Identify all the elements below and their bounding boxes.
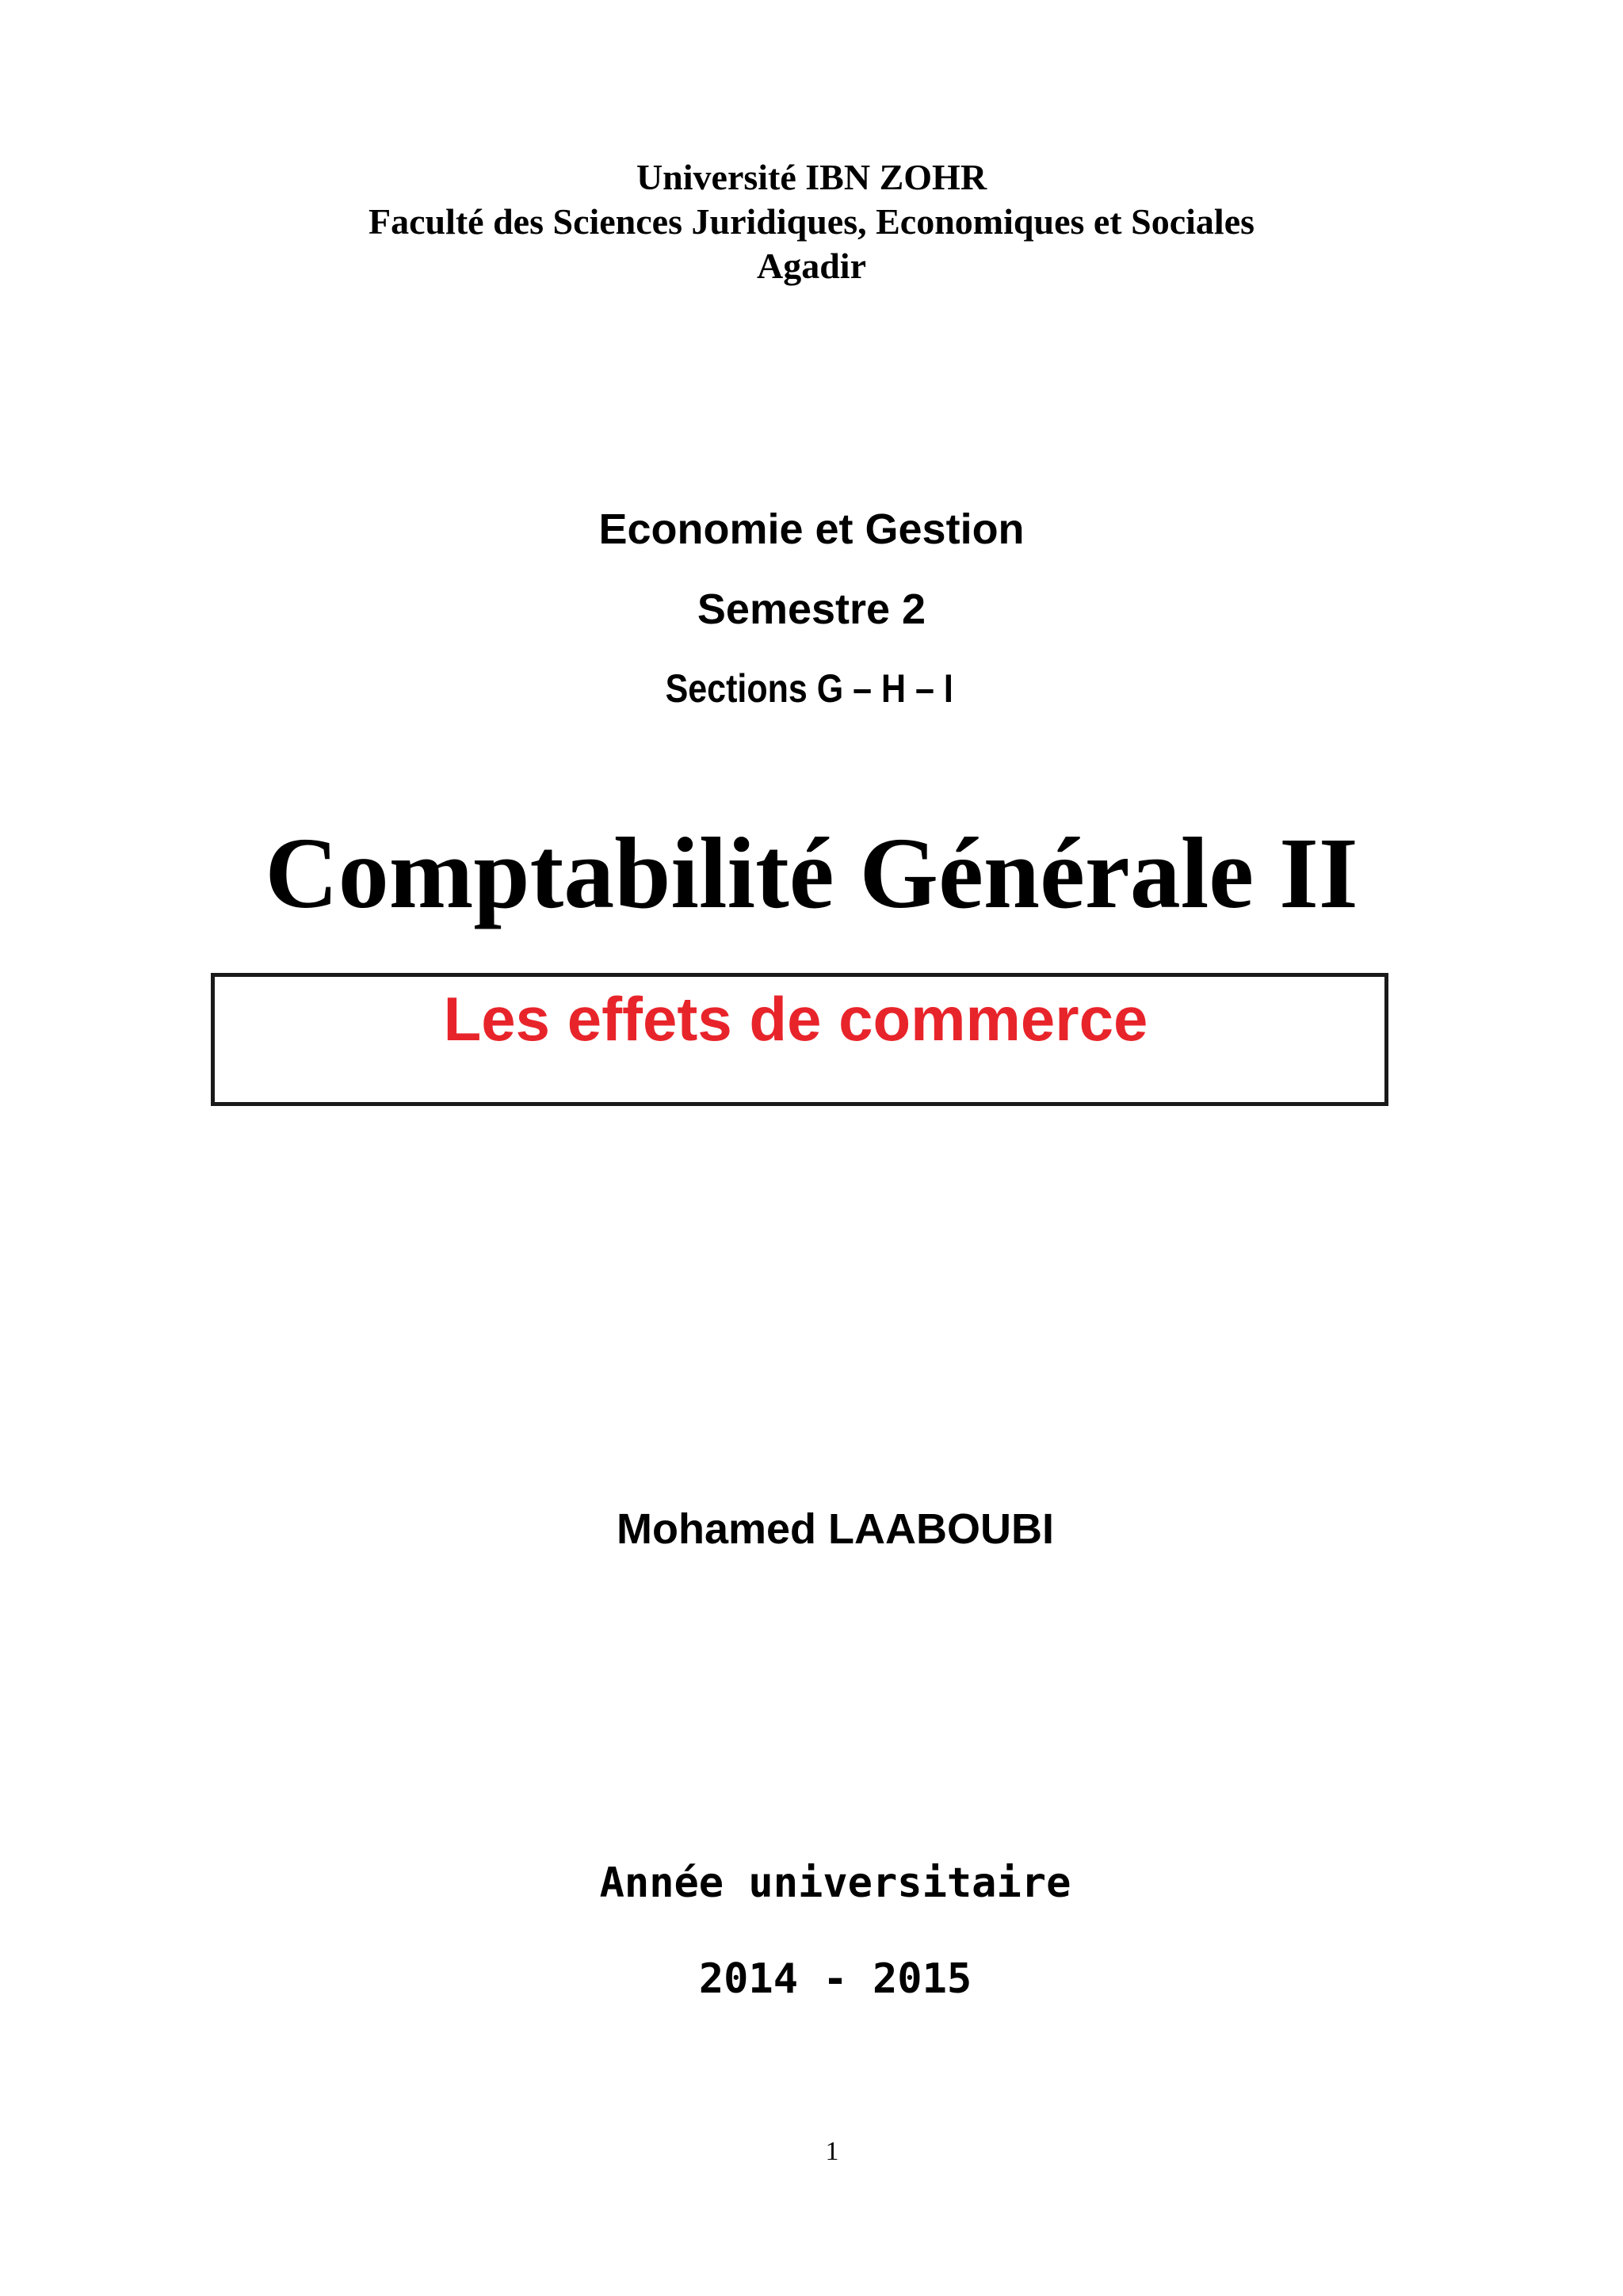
faculty-name: Faculté des Sciences Juridiques, Economiques et Sociales bbox=[368, 201, 1255, 242]
program-field: Economie et Gestion bbox=[598, 505, 1025, 553]
program-sections: Sections G – H – I bbox=[665, 666, 953, 711]
page-number: 1 bbox=[825, 2137, 839, 2166]
academic-year-label: Année universitaire bbox=[599, 1859, 1071, 1907]
course-subtitle: Les effets de commerce bbox=[443, 984, 1148, 1054]
program-semester: Semestre 2 bbox=[697, 585, 926, 633]
author-name: Mohamed LAABOUBI bbox=[617, 1505, 1054, 1553]
city-name: Agadir bbox=[757, 246, 866, 286]
university-name: Université IBN ZOHR bbox=[636, 157, 987, 197]
course-title: Comptabilité Générale II bbox=[265, 817, 1358, 929]
academic-year-value: 2014 - 2015 bbox=[698, 1955, 972, 2003]
